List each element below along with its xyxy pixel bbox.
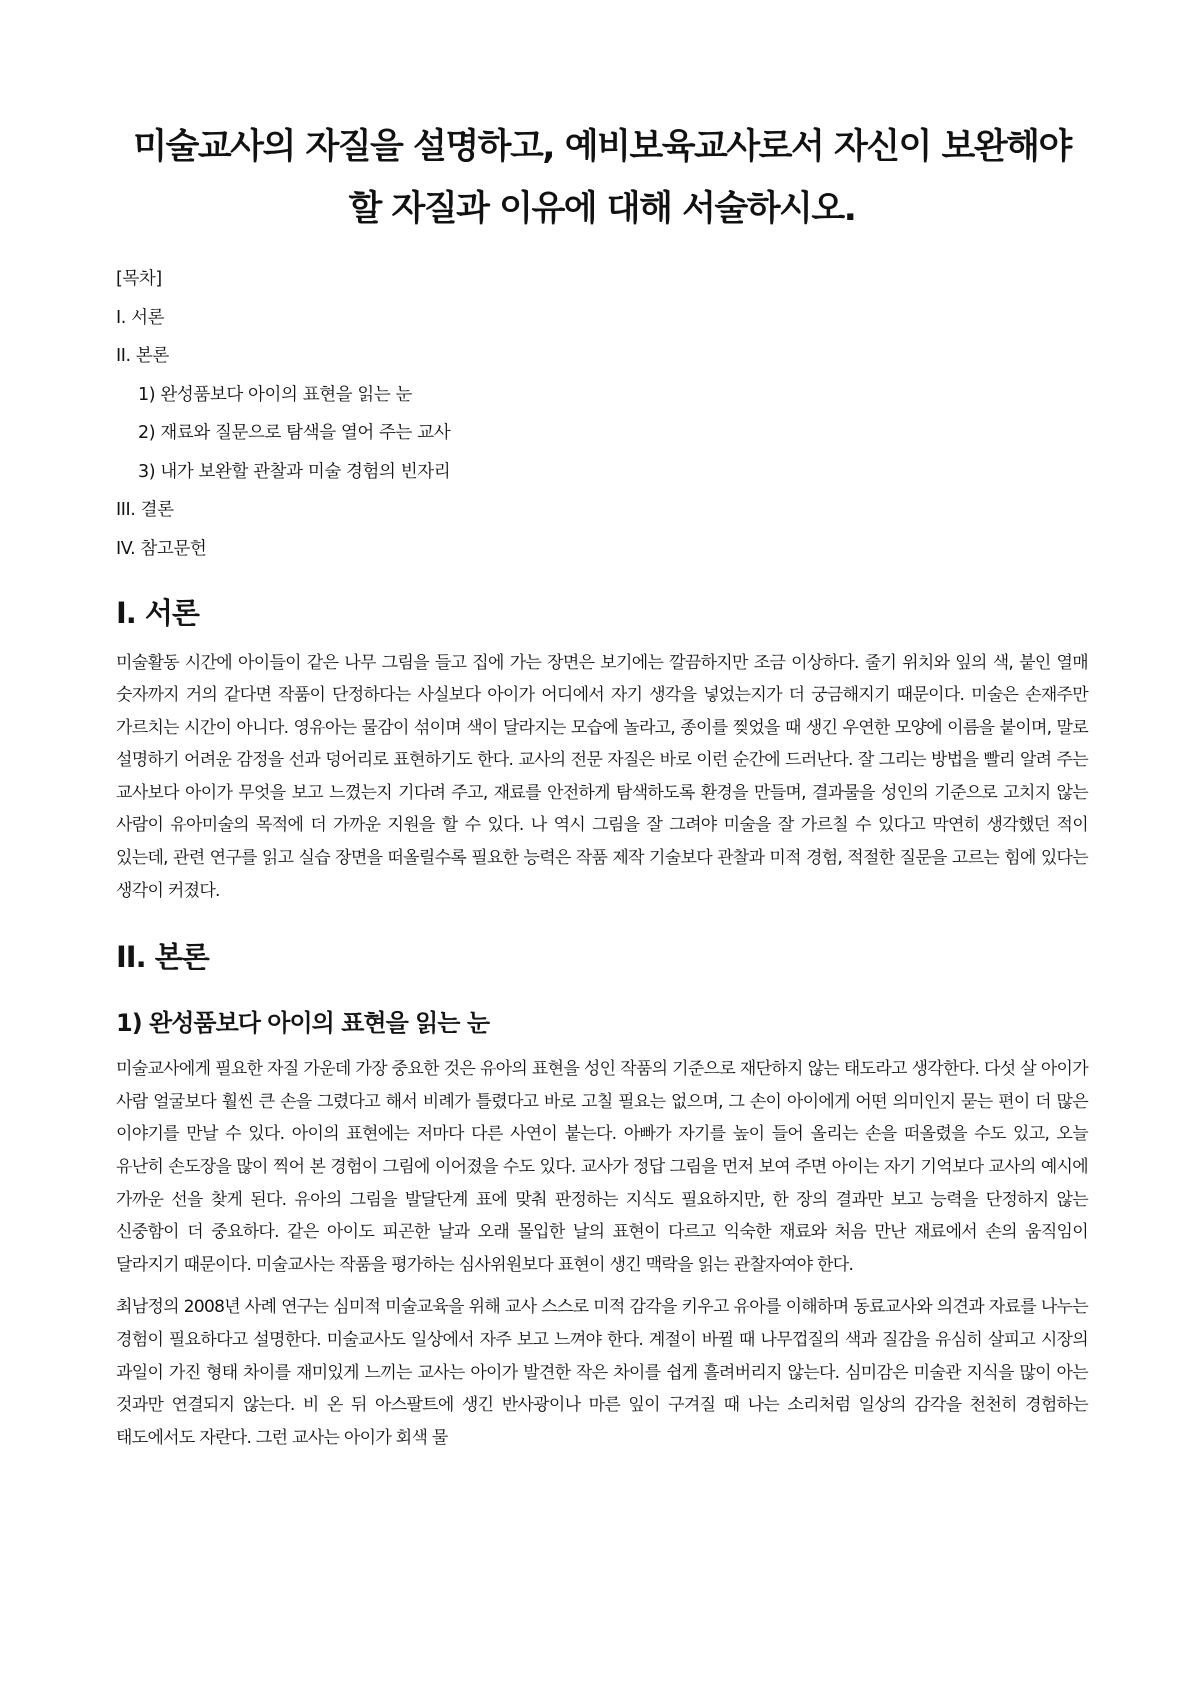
subsection-1-heading: 1) 완성품보다 아이의 표현을 읽는 눈: [116, 1009, 490, 1038]
document-title: 미술교사의 자질을 설명하고, 예비보육교사로서 자신이 보완해야 할 자질과 이유에 대해 서술하시오.: [133, 127, 1071, 229]
toc-item-body: II. 본론: [116, 346, 169, 366]
subsection-1-paragraph-1: 미술교사에게 필요한 자질 가운데 가장 중요한 것은 유아의 표현을 성인 작품의 기준으로 재단하지 않는 태도라고 생각한다. 다섯 살 아이가 사람 얼굴보다 훨씬 큰 손을 그렸다고 해서 비례가 틀렸다고 바로 고칠 필요는 없으며, 그 손이 아이에게 어떤 의미인지 묻는 편이 더 많은 이야기를 만날 수 있다. 아이의 표현에는 저마다 다른 사연이 붙는다. 아빠가 자기를 높이 들어 올리는 손을 떠올렸을 수도 있고, 오늘 유난히 손도장을 많이 찍어 본 경험이 그림에 이어졌을 수도 있다. 교사가 정답 그림을 먼저 보여 주면 아이는 자기 기억보다 교사의 예시에 가까운 선을 찾게 된다. 유아의 그림을 발달단계 표에 맞춰 판정하는 지식도 필요하지만, 한 장의 결과만 보고 능력을 단정하지 않는 신중함이 더 중요하다. 같은 아이도 피곤한 날과 오래 몰입한 날의 표현이 다르고 익숙한 재료와 처음 만난 재료에서 손의 움직임이 달라지기 때문이다. 미술교사는 작품을 평가하는 심사위원보다 표현이 생긴 맥락을 읽는 관찰자여야 한다.: [116, 1059, 1088, 1275]
toc-item-references: IV. 참고문헌: [116, 538, 207, 559]
intro-paragraph: 미술활동 시간에 아이들이 같은 나무 그림을 들고 집에 가는 장면은 보기에는 깔끔하지만 조금 이상하다. 줄기 위치와 잎의 색, 붙인 열매 숫자까지 거의 같다면 작품이 단정하다는 사실보다 아이가 어디에서 자기 생각을 넣었는지가 더 궁금해지기 때문이다. 미술은 손재주만 가르치는 시간이 아니다. 영유아는 물감이 섞이며 색이 달라지는 모습에 놀라고, 종이를 찢었을 때 생긴 우연한 모양에 이름을 붙이며, 말로 설명하기 어려운 감정을 선과 덩어리로 표현하기도 한다. 교사의 전문 자질은 바로 이런 순간에 드러난다. 잘 그리는 방법을 빨리 알려 주는 교사보다 아이가 무엇을 보고 느꼈는지 기다려 주고, 재료를 안전하게 탐색하도록 환경을 만들며, 결과물을 성인의 기준으로 고치지 않는 사람이 유아미술의 목적에 더 가까운 지원을 할 수 있다. 나 역시 그림을 잘 그려야 미술을 잘 가르칠 수 있다고 막연히 생각했던 적이 있는데, 관련 연구를 읽고 실습 장면을 떠올릴수록 필요한 능력은 작품 제작 기술보다 관찰과 미적 경험, 적절한 질문을 고르는 힘에 있다는 생각이 커졌다.: [116, 652, 1088, 901]
subsection-1-paragraph-2: 최남정의 2008년 사례 연구는 심미적 미술교육을 위해 교사 스스로 미적 감각을 키우고 유아를 이해하며 동료교사와 의견과 자료를 나누는 경험이 필요하다고 설명한다. 미술교사도 일상에서 자주 보고 느껴야 한다. 계절이 바뀔 때 나무껍질의 색과 질감을 유심히 살피고 시장의 과일이 가진 형태 차이를 재미있게 느끼는 교사는 아이가 발견한 작은 차이를 쉽게 흘려버리지 않는다. 심미감은 미술관 지식을 많이 아는 것과만 연결되지 않는다. 비 온 뒤 아스팔트에 생긴 반사광이나 마른 잎이 구겨질 때 나는 소리처럼 일상의 감각을 천천히 경험하는 태도에서도 자란다. 그런 교사는 아이가 회색 물: [116, 1297, 1088, 1448]
toc-item-body-1: 1) 완성품보다 아이의 표현을 읽는 눈: [138, 384, 413, 405]
intro-heading: I. 서론: [116, 595, 199, 630]
toc-item-intro: I. 서론: [116, 307, 165, 328]
toc-item-body-2: 2) 재료와 질문으로 탐색을 열어 주는 교사: [138, 423, 451, 443]
table-of-contents: [116, 266, 1088, 563]
body-heading: II. 본론: [116, 940, 209, 975]
toc-item-body-3: 3) 내가 보완할 관찰과 미술 경험의 빈자리: [138, 461, 451, 482]
toc-item-conclusion: III. 결론: [116, 500, 174, 520]
toc-heading: [목차]: [116, 269, 162, 289]
